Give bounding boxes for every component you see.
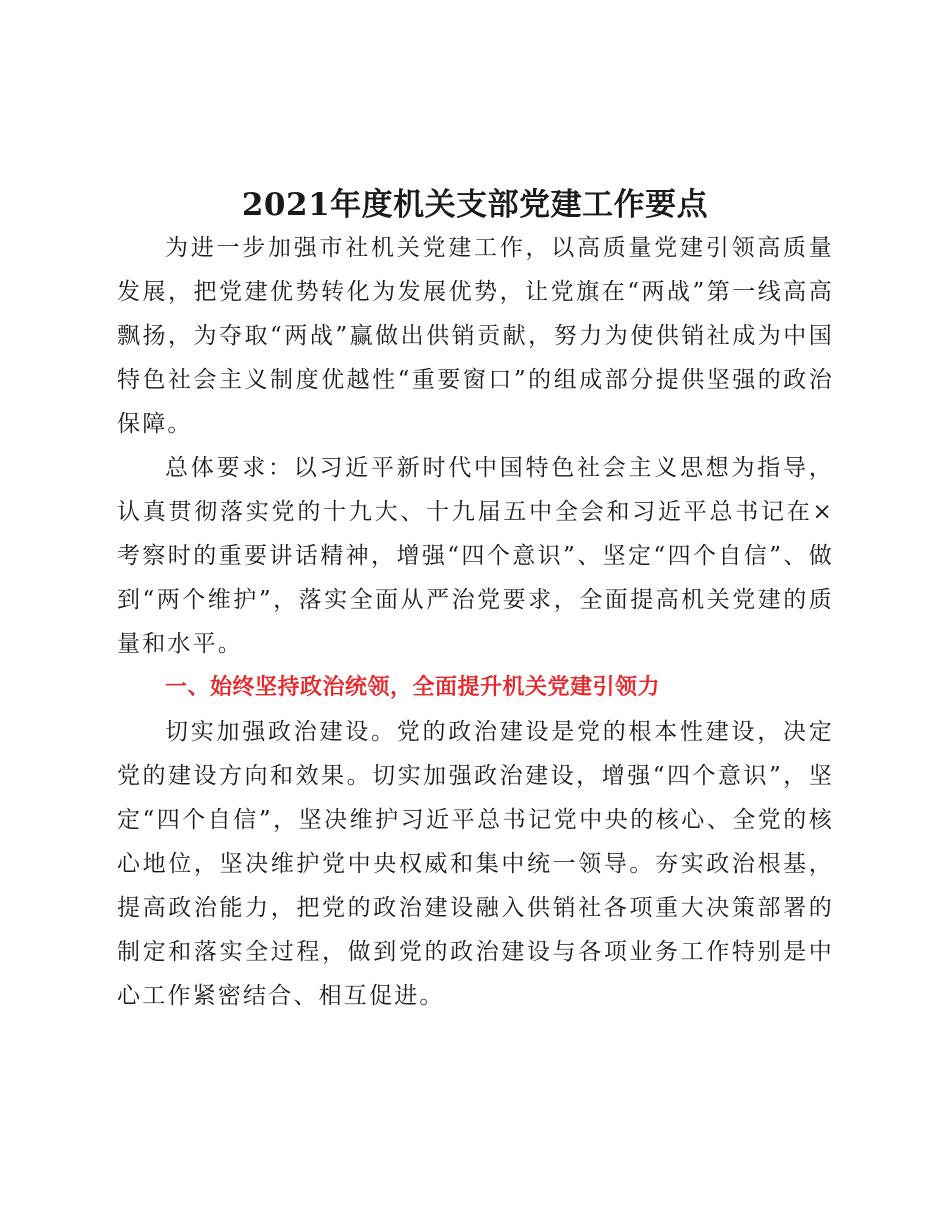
intro-paragraph: 为进一步加强市社机关党建工作，以高质量党建引领高质量发展，把党建优势转化为发展优势，让党旗在“两战”第一线高高飘扬，为夺取“两战”赢做出供销贡献，努力为使供销社成为中国特色社会主义制度优越性“重要窗口”的组成部分提供坚强的政治保障。 <box>117 235 834 437</box>
document-title: 2021年度机关支部党建工作要点 <box>241 187 709 223</box>
general-requirements-paragraph: 总体要求：以习近平新时代中国特色社会主义思想为指导，认真贯彻落实党的十九大、十九届五中全会和习近平总书记在×考察时的重要讲话精神，增强“四个意识”、坚定“四个自信”、做到“两个维护”，落实全面从严治党要求，全面提高机关党建的质量和水平。 <box>117 455 834 657</box>
section-1-heading: 一、始终坚持政治统领，全面提升机关党建引领力 <box>165 675 661 700</box>
section-1-paragraph: 切实加强政治建设。党的政治建设是党的根本性建设，决定党的建设方向和效果。切实加强政治建设，增强“四个意识”，坚定“四个自信”，坚决维护习近平总书记党中央的核心、全党的核心地位，坚决维护党中央权威和集中统一领导。夯实政治根基，提高政治能力，把党的政治建设融入供销社各项重大决策部署的制定和落实全过程，做到党的政治建设与各项业务工作特别是中心工作紧密结合、相互促进。 <box>117 719 834 1009</box>
document-body <box>117 226 834 1018</box>
